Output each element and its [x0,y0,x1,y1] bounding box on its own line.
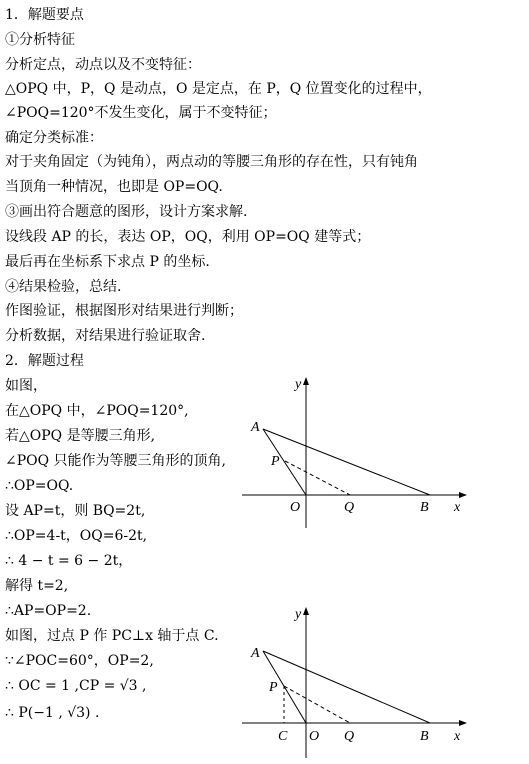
text-line: 对于夹角固定（为钝角），两点动的等腰三角形的存在性，只有钝角 [5,154,418,170]
text-line: 设 AP=t，则 BQ=2t, [5,503,146,519]
label-P: P [269,680,278,695]
text-line: 当顶角一种情况，也即是 OP=OQ. [5,179,223,195]
label-y: y [295,607,302,622]
text-line: 如图，过点 P 作 PC⊥x 轴于点 C. [5,628,219,644]
segment-AO [263,429,306,495]
label-A: A [251,646,260,661]
label-x: x [454,729,461,744]
text-line: 在△OPQ 中，∠POQ=120°, [5,403,189,419]
text-line: ∴ 4 − t = 6 − 2t， [5,553,133,569]
label-O: O [309,729,320,744]
text-line: ①分析特征 [5,32,75,48]
text-line: △OPQ 中，P，Q 是动点，O 是定点，在 P，Q 位置变化的过程中， [5,81,432,97]
text-line: 若△OPQ 是等腰三角形, [5,428,156,444]
geometry-figure-2 [240,602,475,762]
text-line: 分析数据，对结果进行验证取舍. [5,328,206,344]
text-line: ∴ OC = 1 ,CP = √3 , [5,678,147,694]
text-line: 分析定点，动点以及不变特征： [5,57,201,73]
text-line: 如图， [5,378,47,394]
text-line: 作图验证，根据图形对结果进行判断； [5,303,243,319]
text-line: ∴OP=OQ. [5,478,74,494]
text-line: ③画出符合题意的图形，设计方案求解. [5,204,248,220]
text-line: 解得 t=2, [5,578,69,594]
segment-PQ [284,686,350,723]
text-line: ∠POQ=120°不发生变化，属于不变特征； [5,105,277,121]
geometry-figure-1 [240,372,475,532]
text-line: ∴ P(−1 , √3) . [5,705,100,721]
text-line: ∴OP=4-t，OQ=6-2t, [5,528,148,544]
label-C: C [278,729,288,744]
label-B: B [420,500,429,515]
text-line: 1．解题要点 [5,7,84,23]
text-line: ∠POQ 只能作为等腰三角形的顶角, [5,453,227,469]
text-line: ∵∠POC=60°，OP=2, [5,653,154,669]
text-line: ④结果检验，总结. [5,279,122,295]
segment-AB [263,429,430,495]
text-line: 2．解题过程 [5,353,84,369]
label-B: B [420,729,429,744]
label-A: A [251,420,260,435]
label-x: x [454,500,461,515]
text-line: 最后再在坐标系下求点 P 的坐标. [5,254,210,270]
label-P: P [271,454,280,469]
label-O: O [290,500,301,515]
label-Q: Q [344,729,355,744]
segment-AB [263,651,430,723]
label-y: y [295,377,302,392]
label-Q: Q [344,500,355,515]
text-line: ∴AP=OP=2. [5,603,92,619]
text-line: 确定分类标准： [5,130,103,146]
text-line: 设线段 AP 的长，表达 OP，OQ，利用 OP=OQ 建等式； [5,229,371,245]
